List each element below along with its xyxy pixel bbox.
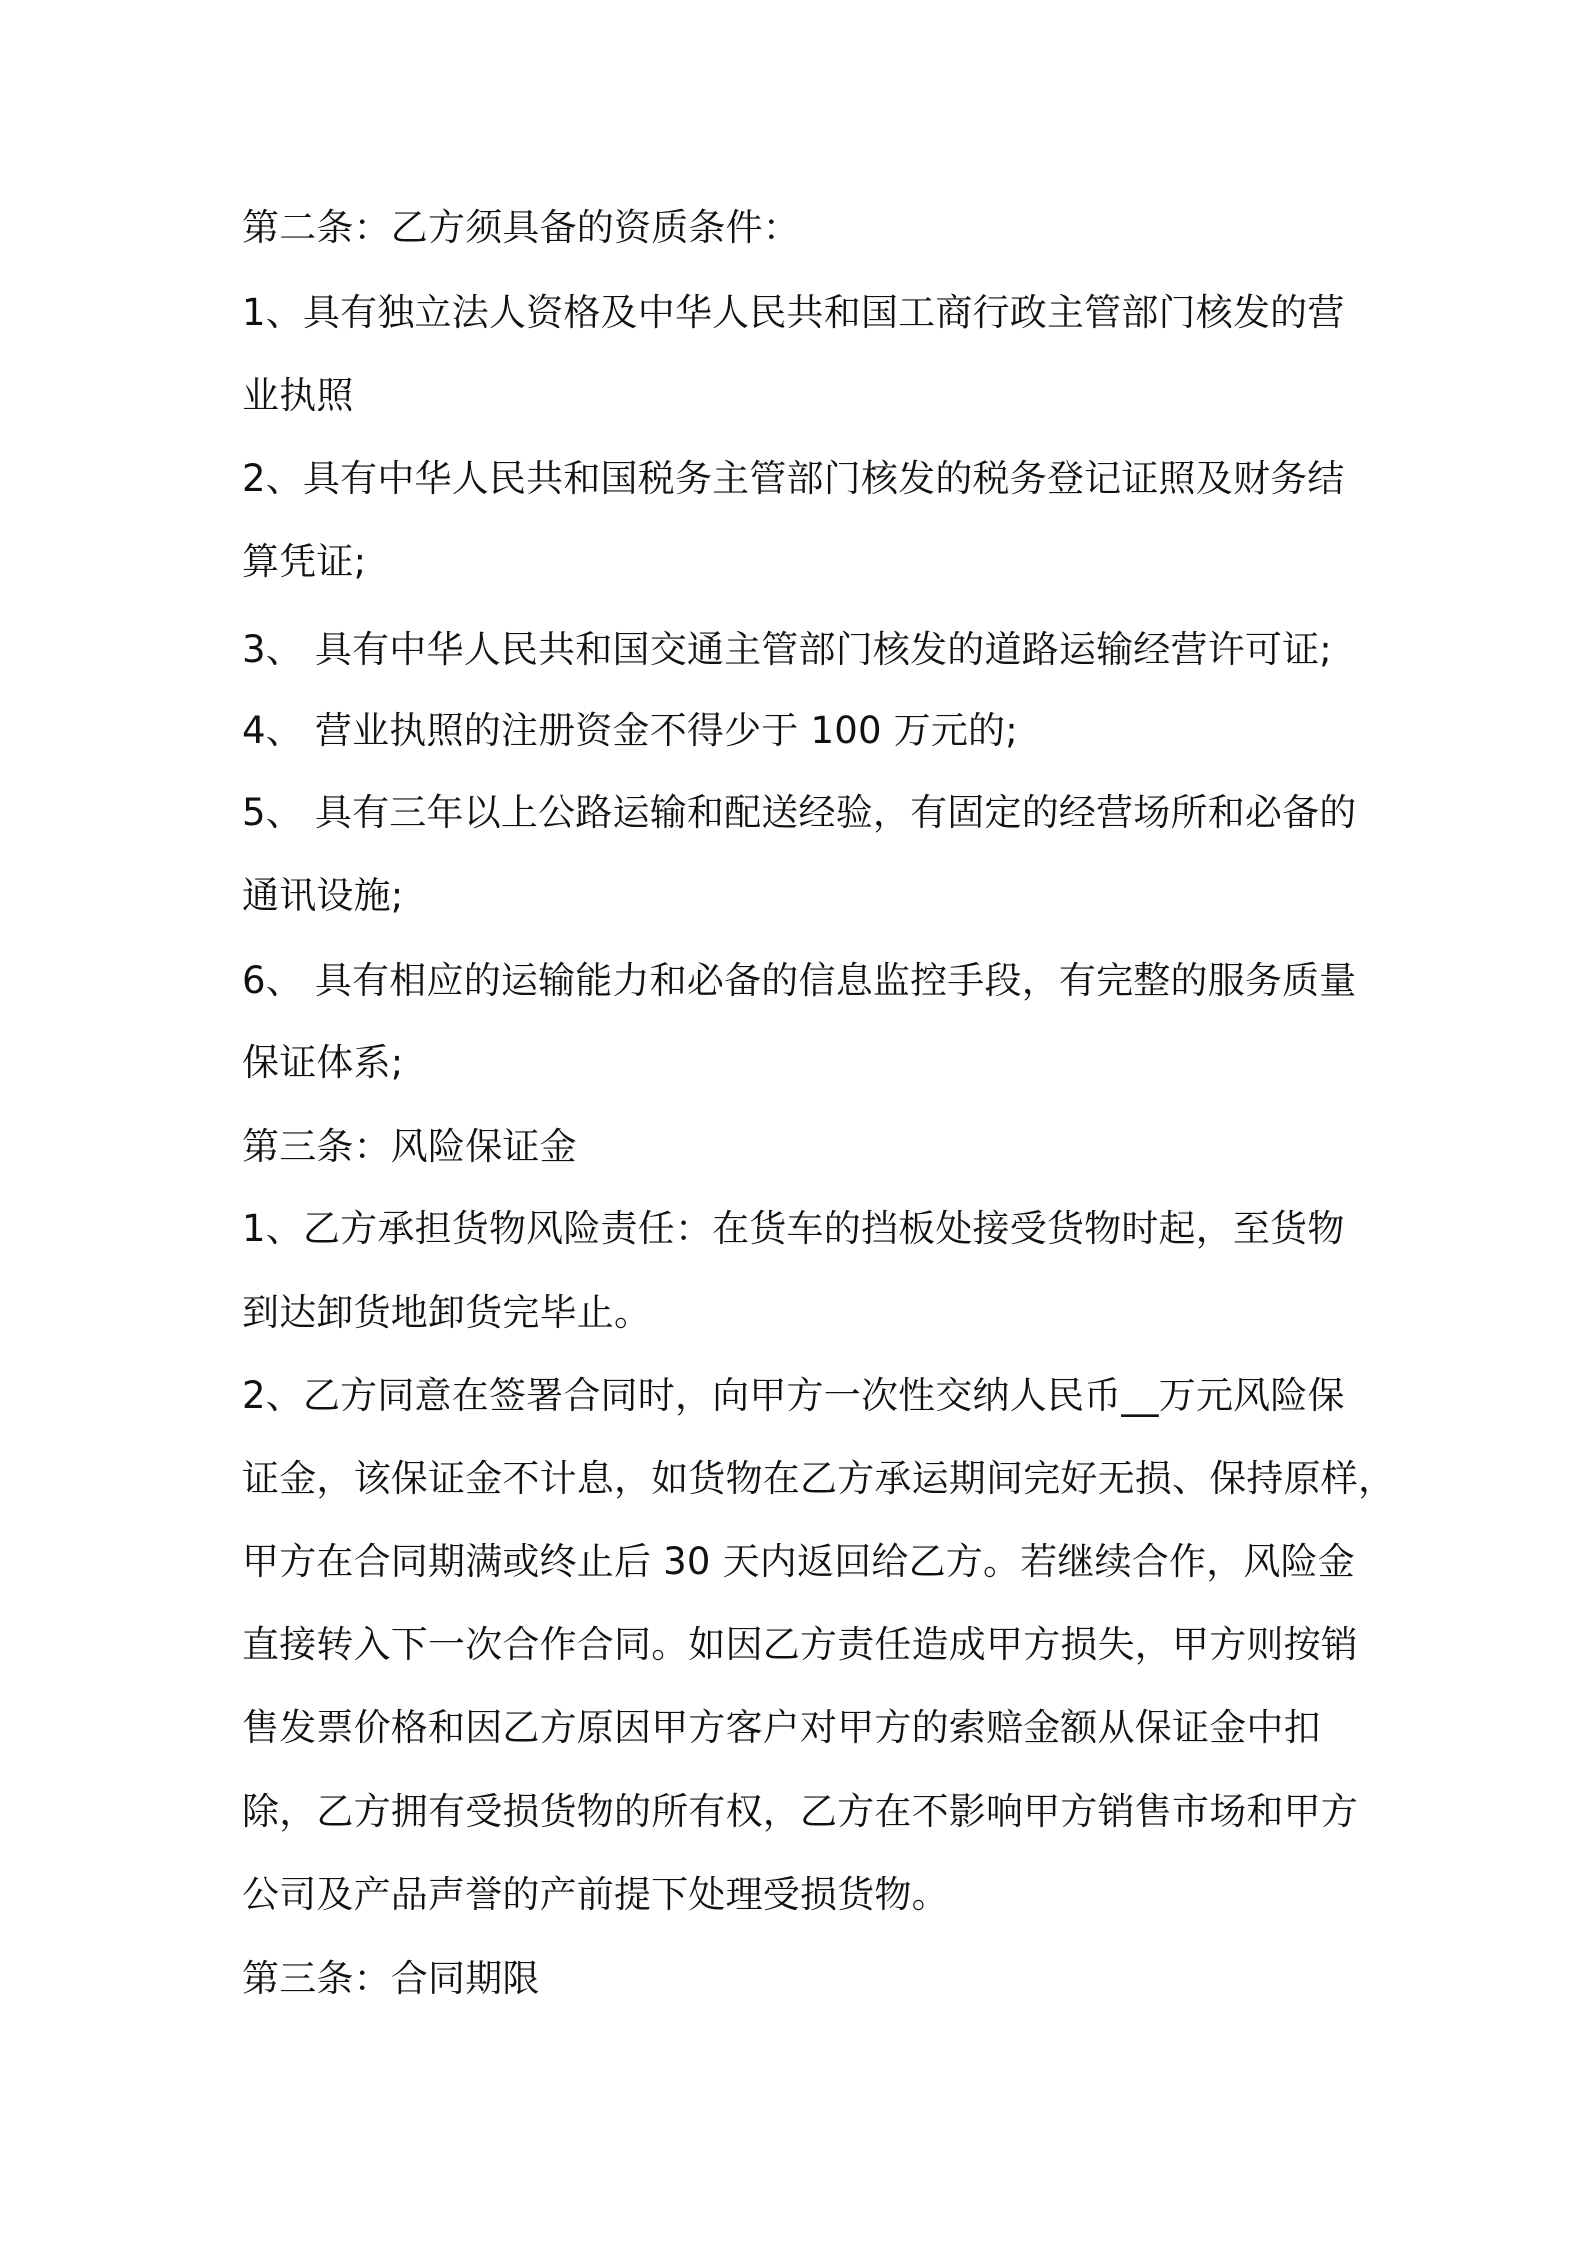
clause-2-item-3: 3、 具有中华人民共和国交通主管部门核发的道路运输经营许可证;: [242, 628, 1332, 671]
clause-3-item-2: 2、乙方同意在签署合同时，向甲方一次性交纳人民币__万元风险保: [242, 1374, 1345, 1417]
clause-2-item-5-cont: 通讯设施;: [242, 874, 404, 917]
clause-term-heading: 第三条：合同期限: [242, 1957, 540, 2000]
clause-3-item-2-cont-6: 公司及产品声誉的产前提下处理受损货物。: [242, 1873, 949, 1916]
clause-2-item-1-cont: 业执照: [242, 374, 354, 417]
clause-2-item-1: 1、具有独立法人资格及中华人民共和国工商行政主管部门核发的营: [242, 291, 1345, 334]
clause-3-item-2-cont-4: 售发票价格和因乙方原因甲方客户对甲方的索赔金额从保证金中扣: [242, 1706, 1321, 1749]
clause-3-item-1: 1、乙方承担货物风险责任：在货车的挡板处接受货物时起，至货物: [242, 1207, 1345, 1250]
clause-2-heading: 第二条：乙方须具备的资质条件：: [242, 206, 800, 249]
clause-3-heading: 第三条：风险保证金: [242, 1125, 577, 1168]
clause-3-item-2-cont-1: 证金，该保证金不计息，如货物在乙方承运期间完好无损、保持原样，: [242, 1457, 1396, 1500]
clause-2-item-2: 2、具有中华人民共和国税务主管部门核发的税务登记证照及财务结: [242, 457, 1345, 500]
clause-3-item-2-cont-3: 直接转入下一次合作合同。如因乙方责任造成甲方损失，甲方则按销: [242, 1623, 1358, 1666]
clause-2-item-6-cont: 保证体系;: [242, 1041, 404, 1084]
clause-3-item-1-cont: 到达卸货地卸货完毕止。: [242, 1291, 652, 1334]
clause-3-item-2-cont-5: 除，乙方拥有受损货物的所有权，乙方在不影响甲方销售市场和甲方: [242, 1790, 1358, 1833]
clause-2-item-5: 5、 具有三年以上公路运输和配送经验，有固定的经营场所和必备的: [242, 791, 1357, 834]
clause-2-item-4: 4、 营业执照的注册资金不得少于 100 万元的;: [242, 709, 1018, 752]
clause-2-item-2-cont: 算凭证;: [242, 540, 367, 583]
clause-2-item-6: 6、 具有相应的运输能力和必备的信息监控手段，有完整的服务质量: [242, 959, 1357, 1002]
clause-3-item-2-cont-2: 甲方在合同期满或终止后 30 天内返回给乙方。若继续合作，风险金: [242, 1540, 1356, 1583]
